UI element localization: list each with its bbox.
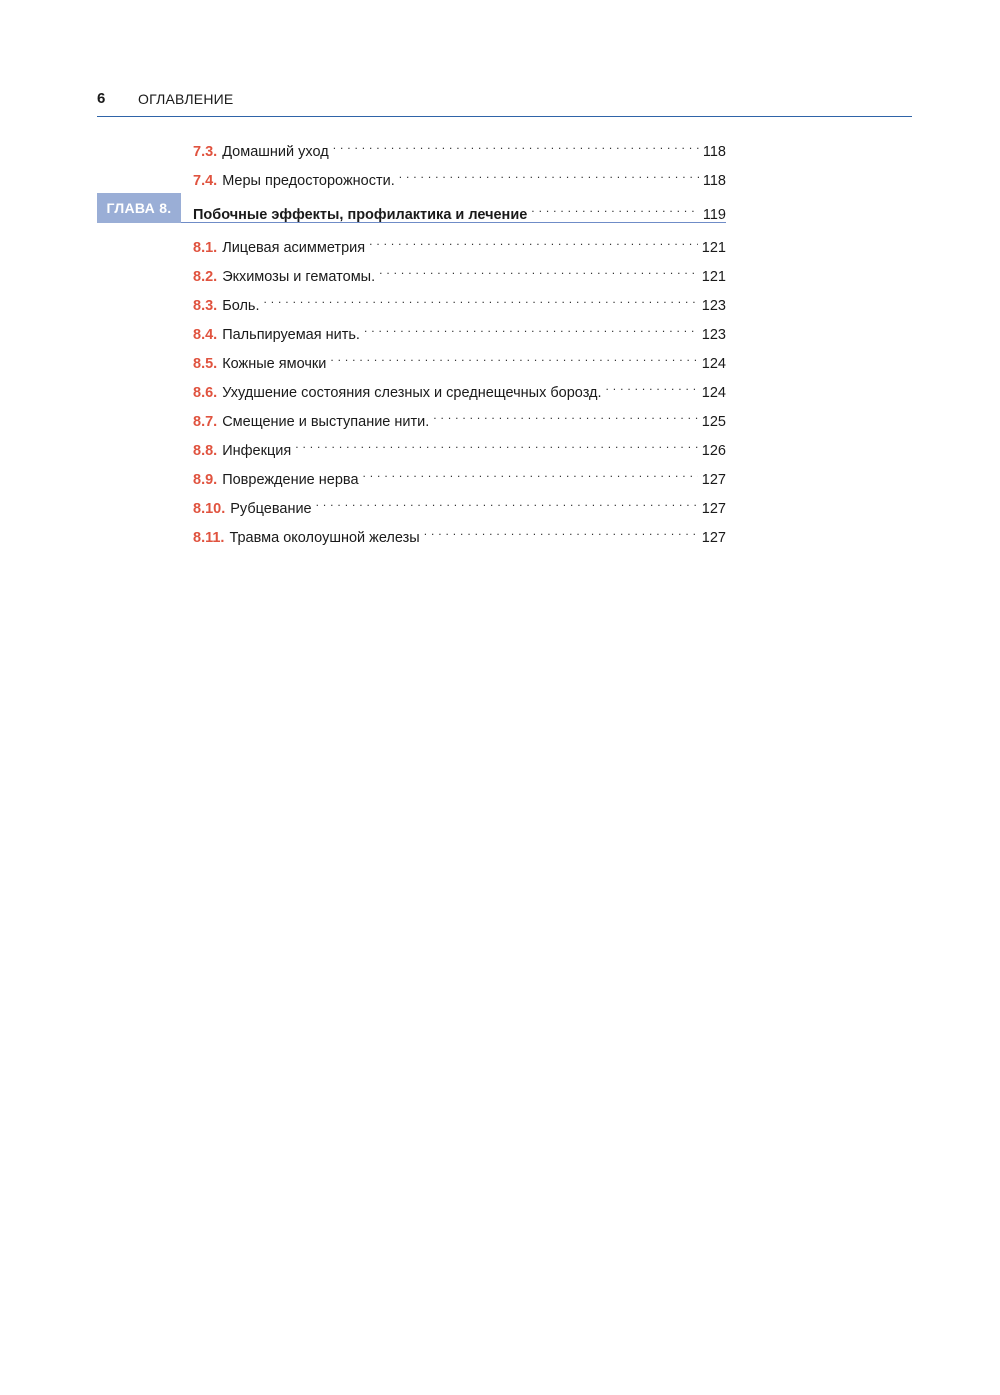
dot-leader: [363, 462, 698, 484]
toc-entry-page: 127: [701, 501, 726, 517]
toc-entry-7-3[interactable]: [193, 134, 726, 160]
toc-entry-title: Смещение и выступание нити.: [222, 414, 430, 430]
chapter-badge: ГЛАВА 8.: [97, 193, 181, 223]
toc-entry-title: Ухудшение состояния слезных и среднещечных борозд.: [222, 385, 602, 401]
toc-entry-page: 118: [702, 173, 726, 189]
toc-entry-number: 8.3.: [193, 298, 218, 314]
dot-leader: [433, 404, 698, 426]
toc-entry-number: 8.1.: [193, 240, 218, 256]
dot-leader: [399, 163, 699, 185]
dot-leader: [424, 520, 698, 542]
dot-leader: [531, 197, 699, 219]
toc-entry-page: 121: [701, 269, 726, 285]
toc-entry-7-4[interactable]: [193, 163, 726, 189]
toc-entry-number: 8.2.: [193, 269, 218, 285]
chapter-title: Побочные эффекты, профилактика и лечение: [193, 207, 528, 223]
running-title: ОГЛАВЛЕНИЕ: [138, 91, 234, 107]
toc-entry-title: Экхимозы и гематомы.: [222, 269, 376, 285]
toc-entry-number: 8.10.: [193, 501, 226, 517]
dot-leader: [369, 230, 698, 252]
chapter-entry: [193, 197, 726, 223]
toc-entry-title: Пальпируемая нить.: [222, 327, 360, 343]
toc-entry-8-6[interactable]: [193, 375, 726, 401]
page-header: [97, 88, 912, 117]
toc-entry-title: Боль.: [222, 298, 260, 314]
toc-entry-title: Кожные ямочки: [222, 356, 327, 372]
page-number: 6: [97, 90, 106, 107]
dot-leader: [330, 346, 697, 368]
toc-entry-page: 123: [701, 327, 726, 343]
dot-leader: [379, 259, 698, 281]
dot-leader: [333, 134, 699, 156]
toc-entry-number: 8.11.: [193, 530, 225, 546]
toc-entry-8-8[interactable]: [193, 433, 726, 459]
toc-entry-title: Меры предосторожности.: [222, 173, 395, 189]
toc-entry-page: 123: [701, 298, 726, 314]
toc-entry-title: Инфекция: [222, 443, 292, 459]
toc-entry-number: 7.3.: [193, 144, 218, 160]
dot-leader: [316, 491, 698, 513]
toc-entry-page: 124: [701, 356, 726, 372]
toc-entry-title: Домашний уход: [222, 144, 329, 160]
toc-entry-page: 127: [701, 472, 726, 488]
toc-entry-page: 118: [702, 144, 726, 160]
toc-entry-8-3[interactable]: [193, 288, 726, 314]
toc-entry-8-4[interactable]: [193, 317, 726, 343]
toc-entry-number: 8.4.: [193, 327, 218, 343]
toc-entry-8-2[interactable]: [193, 259, 726, 285]
toc-entry-number: 8.7.: [193, 414, 218, 430]
dot-leader: [264, 288, 698, 310]
toc-entry-8-1[interactable]: [193, 230, 726, 256]
toc-entry-8-10[interactable]: [193, 491, 726, 517]
toc-entry-number: 8.8.: [193, 443, 218, 459]
toc-entry-8-7[interactable]: [193, 404, 726, 430]
toc-entry-number: 8.5.: [193, 356, 218, 372]
toc-entry-title: Лицевая асимметрия: [222, 240, 366, 256]
toc-entry-title: Рубцевание: [230, 501, 312, 517]
toc-entry-page: 126: [701, 443, 726, 459]
toc-entry-page: 127: [701, 530, 726, 546]
chapter-heading-8[interactable]: [97, 193, 726, 223]
toc-entry-title: Травма околоушной железы: [229, 530, 420, 546]
dot-leader: [364, 317, 698, 339]
toc-entry-8-9[interactable]: [193, 462, 726, 488]
chapter-page: 119: [702, 207, 726, 223]
toc-entry-page: 124: [701, 385, 726, 401]
toc-entry-8-11[interactable]: [193, 520, 726, 546]
toc-entry-page: 125: [701, 414, 726, 430]
toc-entry-number: 8.6.: [193, 385, 218, 401]
toc-entry-number: 7.4.: [193, 173, 218, 189]
dot-leader: [295, 433, 698, 455]
toc-entry-title: Повреждение нерва: [222, 472, 359, 488]
toc-entry-8-5[interactable]: [193, 346, 726, 372]
dot-leader: [606, 375, 698, 397]
toc-entry-page: 121: [701, 240, 726, 256]
toc-entry-number: 8.9.: [193, 472, 218, 488]
